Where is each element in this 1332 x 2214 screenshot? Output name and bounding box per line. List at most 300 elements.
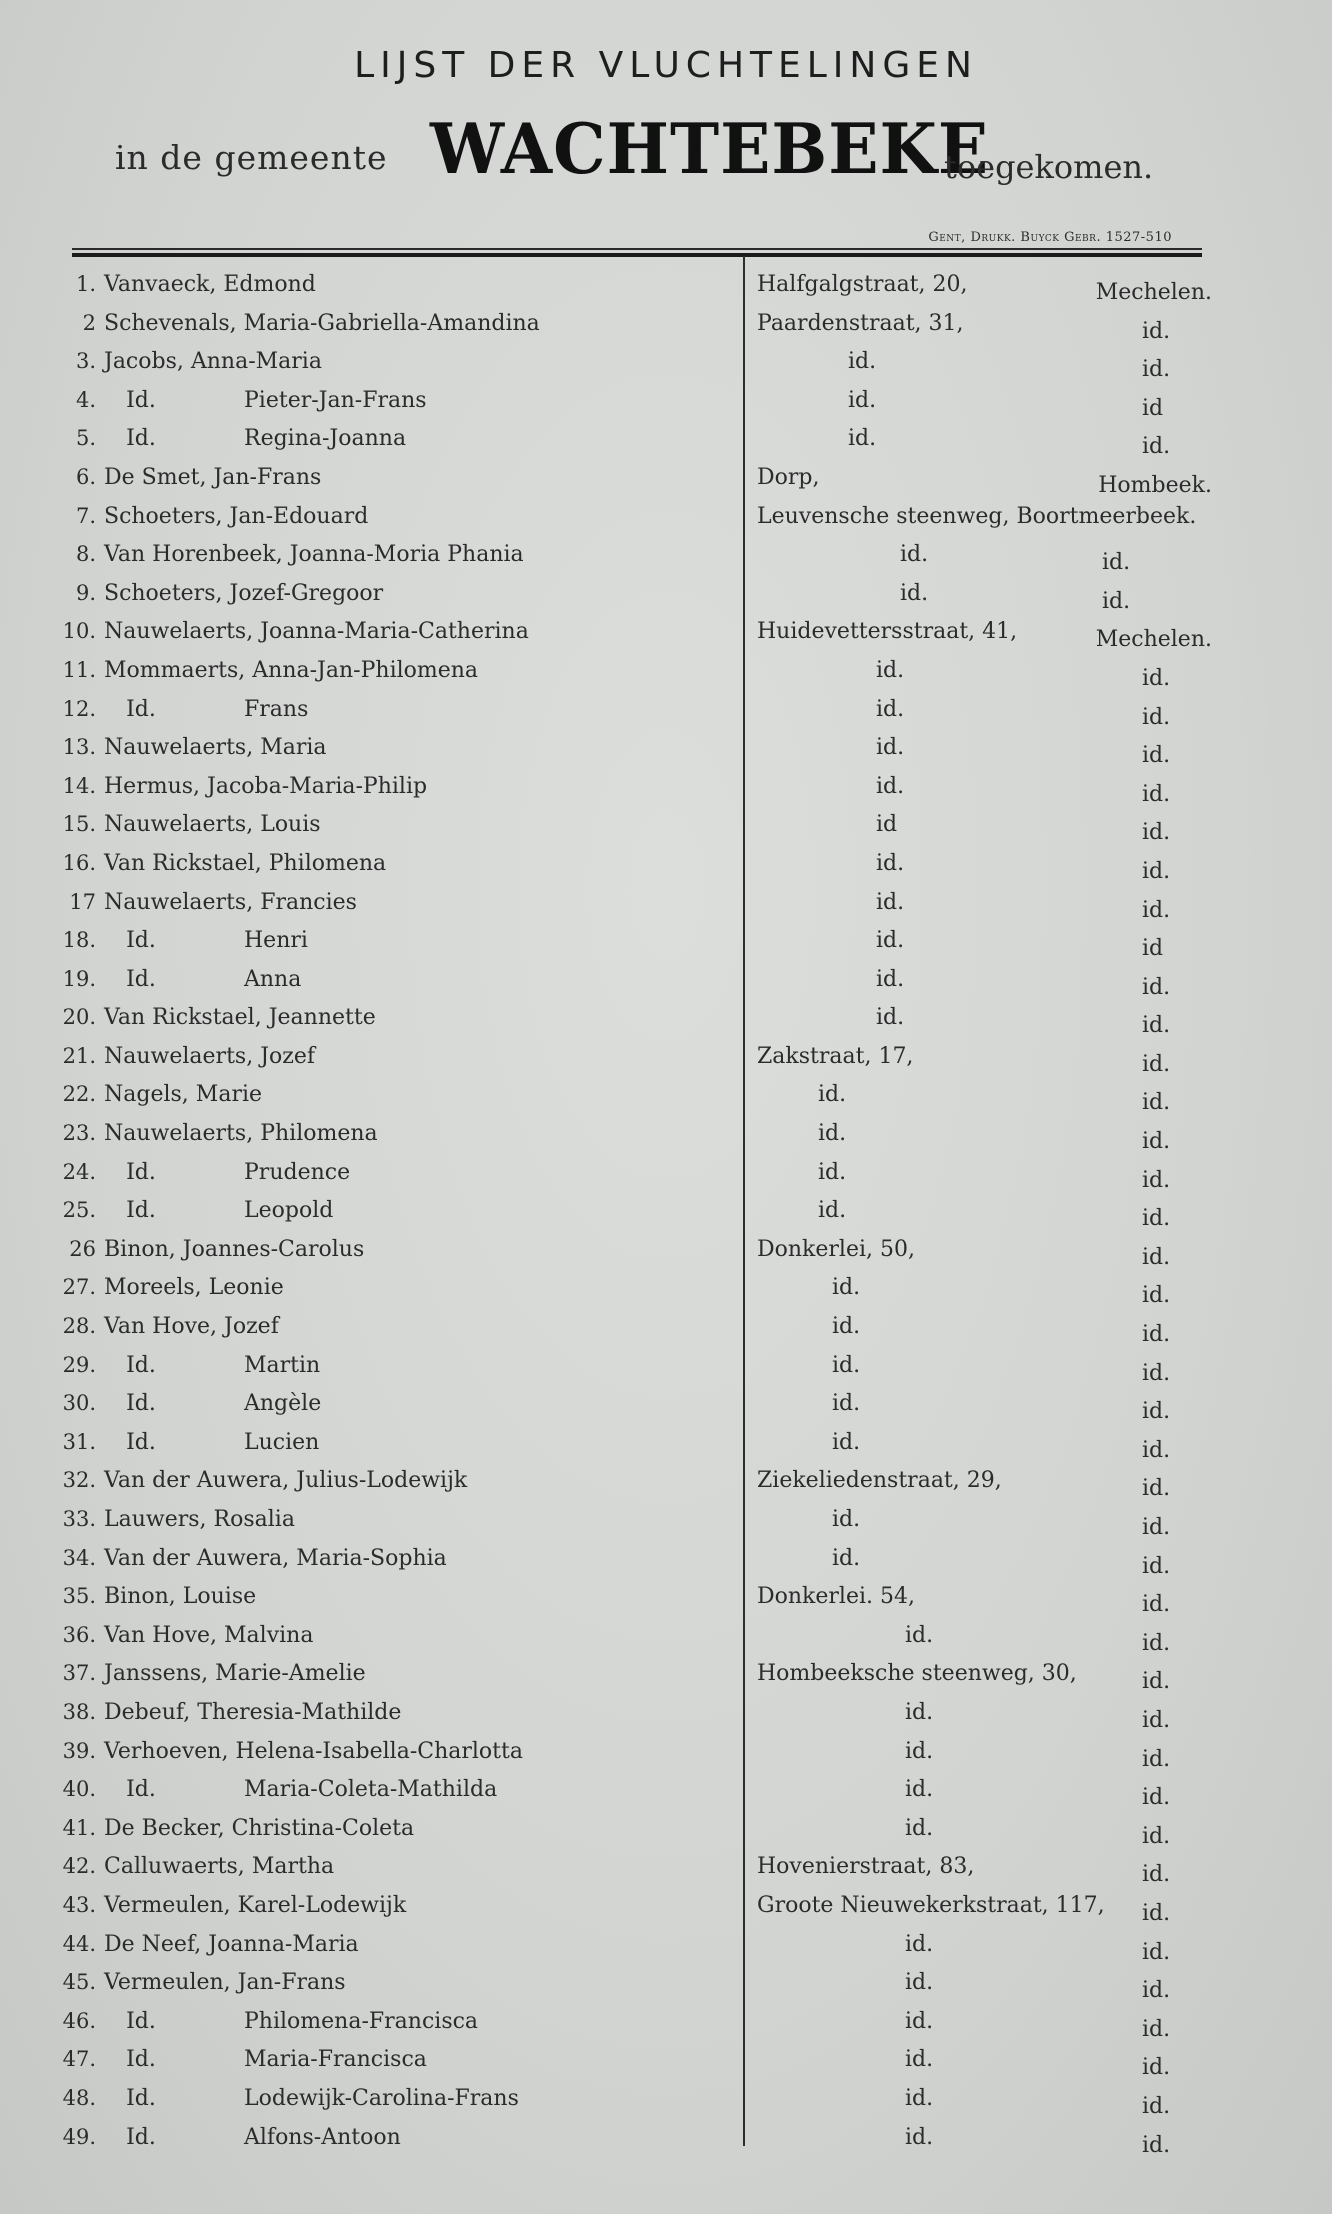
list-row — [0, 1233, 1332, 1272]
row-number: 41. — [62, 1815, 96, 1840]
street-address: id. — [818, 1082, 847, 1108]
given-names: Louis — [260, 812, 321, 838]
list-row — [0, 654, 1332, 693]
street-address: id. — [832, 1352, 861, 1378]
name-spacer — [217, 1314, 224, 1339]
row-number: 38. — [62, 1699, 96, 1724]
surname: Id. — [126, 2085, 156, 2111]
given-names: Maria — [260, 735, 327, 761]
street-address: id. — [905, 1970, 934, 1996]
refugee-name — [104, 812, 321, 837]
refugee-name — [104, 1198, 333, 1223]
street-address: Halfgalgstraat, 20, — [757, 272, 968, 297]
given-names: Joanna-Maria-Catherina — [260, 619, 529, 645]
surname: Van Hove, — [104, 1622, 218, 1648]
given-names: Jan-Frans — [237, 1970, 346, 1996]
given-names: Malvina — [224, 1622, 314, 1648]
refugee-name — [104, 1121, 378, 1146]
refugee-name — [104, 1932, 359, 1957]
surname: Nauwelaerts, — [104, 1043, 254, 1069]
list-row — [0, 2121, 1332, 2160]
name-spacer — [202, 1275, 209, 1300]
surname: Vermeulen, — [104, 1892, 231, 1918]
refugee-name — [104, 1816, 414, 1841]
row-number: 11. — [62, 657, 96, 682]
surname: Id. — [126, 1429, 156, 1455]
city: id. — [1102, 588, 1131, 614]
street-address: id. — [832, 1275, 861, 1301]
list-row — [0, 384, 1332, 423]
street-address: id. — [876, 850, 905, 876]
city: id. — [1142, 1669, 1171, 1695]
city: id. — [1142, 1360, 1171, 1386]
list-row — [0, 615, 1332, 654]
city: id. — [1142, 1399, 1171, 1425]
city: id. — [1142, 1244, 1171, 1270]
row-number: 42. — [62, 1854, 96, 1879]
street-address: id. — [905, 1931, 934, 1957]
city: id. — [1142, 1707, 1171, 1733]
municipality-heading — [0, 110, 1332, 190]
refugee-name — [104, 1546, 447, 1571]
city: id. — [1142, 1476, 1171, 1502]
surname: Id. — [126, 2008, 156, 2034]
name-spacer — [176, 1237, 183, 1262]
city: id. — [1142, 1630, 1171, 1656]
refugee-name — [104, 272, 316, 297]
city: id. — [1142, 820, 1171, 846]
given-names: Francies — [260, 889, 357, 915]
street-address: id. — [905, 2008, 934, 2034]
surname: Verhoeven, — [104, 1738, 229, 1764]
given-names: Anna-Maria — [190, 349, 322, 375]
refugee-name — [104, 1005, 376, 1030]
street-address: id. — [818, 1159, 847, 1185]
surname: Janssens, — [104, 1661, 209, 1687]
surname: Vermeulen, — [104, 1970, 231, 1996]
refugee-name — [104, 851, 386, 876]
city: id. — [1142, 2093, 1171, 2119]
row-number: 40. — [62, 1777, 96, 1802]
refugee-name — [104, 1430, 319, 1455]
city: id. — [1142, 2132, 1171, 2158]
town-name: WACHTEBEKE — [430, 108, 990, 190]
row-number: 29. — [62, 1352, 96, 1377]
surname: Binon, — [104, 1236, 176, 1262]
street-address: id. — [905, 1699, 934, 1725]
list-row — [0, 1310, 1332, 1349]
given-names: Philomena — [268, 850, 387, 876]
name-spacer — [237, 311, 244, 336]
refugee-name — [104, 349, 322, 374]
surname: De Smet, — [104, 464, 207, 490]
refugee-name — [104, 928, 308, 953]
given-names: Regina-Joanna — [244, 426, 407, 452]
refugee-name — [104, 1160, 350, 1185]
row-number: 7. — [75, 503, 96, 528]
row-number: 21. — [62, 1043, 96, 1068]
refugee-name — [104, 504, 368, 529]
surname: Nauwelaerts, — [104, 1121, 254, 1147]
name-spacer — [223, 504, 230, 529]
list-row — [0, 1619, 1332, 1658]
given-names: Jan-Edouard — [229, 503, 369, 529]
refugee-name — [104, 2086, 519, 2111]
city: id. — [1142, 1283, 1171, 1309]
city: id. — [1142, 434, 1171, 460]
refugee-name — [104, 1044, 315, 1069]
list-row — [0, 1812, 1332, 1851]
surname: Van der Auwera, — [104, 1545, 290, 1571]
city: id. — [1142, 1051, 1171, 1077]
list-row — [0, 500, 1332, 539]
list-row — [0, 1928, 1332, 1967]
name-spacer — [245, 1854, 252, 1879]
city: id. — [1142, 1515, 1171, 1540]
refugee-name — [104, 1893, 406, 1918]
name-spacer — [262, 851, 269, 876]
name-spacer — [207, 1507, 214, 1532]
list-row — [0, 1889, 1332, 1928]
row-number: 25. — [62, 1198, 96, 1223]
heading-prefix: in de gemeente — [115, 138, 388, 177]
name-spacer — [217, 1623, 224, 1648]
surname: Van Horenbeek, — [104, 542, 283, 568]
given-names: Jozef-Gregoor — [229, 580, 384, 606]
row-number: 31. — [62, 1429, 96, 1454]
surname: Van Rickstael, — [104, 850, 262, 876]
surname: Moreels, — [104, 1275, 202, 1301]
street-address: id. — [832, 1391, 861, 1417]
name-spacer — [283, 542, 290, 567]
street-address: Donkerlei, 50, — [757, 1236, 915, 1262]
city: id. — [1142, 1939, 1171, 1965]
list-row — [0, 1117, 1332, 1156]
list-row — [0, 1387, 1332, 1426]
surname: Jacobs, — [104, 349, 184, 375]
refugee-name — [104, 619, 529, 644]
street-address: id. — [876, 1005, 905, 1031]
given-names: Lodewijk-Carolina-Frans — [244, 2085, 519, 2111]
row-number: 35. — [62, 1584, 96, 1609]
row-number: 44. — [62, 1931, 96, 1956]
city: Mechelen. — [1095, 280, 1212, 305]
surname: Id. — [126, 928, 156, 954]
list-row — [0, 1580, 1332, 1619]
city: id. — [1142, 1206, 1171, 1232]
city: id. — [1142, 1978, 1171, 2004]
row-number: 39. — [62, 1738, 96, 1763]
surname: Schevenals, — [104, 310, 237, 336]
list-row — [0, 1271, 1332, 1310]
given-names: Prudence — [244, 1159, 351, 1185]
row-number: 45. — [62, 1970, 96, 1995]
refugee-name — [104, 388, 427, 413]
street-address: id. — [832, 1429, 861, 1455]
row-number: 28. — [62, 1314, 96, 1339]
surname: Nauwelaerts, — [104, 812, 254, 838]
street-address: Dorp, — [757, 464, 820, 490]
street-address: id. — [818, 1198, 847, 1224]
row-number: 8. — [75, 542, 96, 567]
street-address: id. — [876, 657, 905, 683]
list-row — [0, 1194, 1332, 1233]
list-row — [0, 886, 1332, 925]
city: id. — [1142, 704, 1171, 730]
surname: Id. — [126, 1352, 156, 1378]
surname: Id. — [126, 2124, 156, 2150]
list-row — [0, 1966, 1332, 2005]
given-names: Edmond — [223, 272, 316, 297]
street-address: id. — [832, 1507, 861, 1532]
row-number: 12. — [62, 696, 96, 721]
street-address: id. — [848, 349, 877, 375]
given-names: Maria-Sophia — [296, 1545, 447, 1571]
given-names: Maria-Francisca — [244, 2047, 427, 2073]
printer-imprint: Gent, Drukk. Buyck Gebr. 1527-510 — [928, 230, 1172, 245]
list-row — [0, 808, 1332, 847]
row-number: 1. — [75, 272, 96, 296]
city: id. — [1142, 1090, 1171, 1116]
refugee-name — [104, 1082, 262, 1107]
given-names: Martin — [244, 1352, 321, 1378]
street-address: id. — [900, 542, 929, 568]
list-row — [0, 1542, 1332, 1581]
given-names: Alfons-Antoon — [244, 2124, 401, 2150]
given-names: Jozef — [224, 1314, 279, 1340]
street-address: id — [876, 812, 898, 838]
refugee-name — [104, 697, 308, 722]
row-number: 24. — [62, 1159, 96, 1184]
row-number: 4. — [75, 387, 96, 412]
row-number: 43. — [62, 1892, 96, 1917]
row-number: 22. — [62, 1082, 96, 1107]
city: id. — [1142, 318, 1171, 344]
list-row — [0, 461, 1332, 500]
header-rule-thin — [72, 248, 1202, 250]
given-names: Philomena — [260, 1121, 378, 1147]
refugee-name — [104, 1700, 401, 1725]
row-number: 27. — [62, 1275, 96, 1300]
given-names: Lucien — [244, 1429, 320, 1455]
city: id. — [1142, 1129, 1171, 1155]
list-row — [0, 1156, 1332, 1195]
refugee-name — [104, 774, 427, 799]
row-number: 2 — [82, 310, 96, 335]
given-names: Jacoba-Maria-Philip — [207, 773, 428, 799]
city: id — [1142, 395, 1164, 421]
surname: Schoeters, — [104, 580, 223, 606]
given-names: Leonie — [208, 1275, 284, 1301]
row-number: 26 — [69, 1236, 96, 1261]
list-row — [0, 770, 1332, 809]
row-number: 46. — [62, 2008, 96, 2033]
name-spacer — [184, 349, 191, 374]
list-row — [0, 1696, 1332, 1735]
street-address: Zakstraat, 17, — [757, 1043, 914, 1069]
list-row — [0, 268, 1332, 307]
list-row — [0, 1503, 1332, 1542]
surname: Id. — [126, 1159, 156, 1185]
refugee-name — [104, 1777, 497, 1802]
name-spacer — [231, 1893, 238, 1918]
refugee-name — [104, 658, 478, 683]
list-row — [0, 963, 1332, 1002]
list-row — [0, 422, 1332, 461]
given-names: Helena-Isabella-Charlotta — [235, 1738, 523, 1764]
refugee-name — [104, 1584, 256, 1609]
city: id. — [1142, 781, 1171, 807]
surname: Id. — [126, 966, 156, 992]
street-address: Donkerlei. 54, — [757, 1584, 915, 1610]
street-address: id. — [900, 580, 929, 606]
list-row — [0, 538, 1332, 577]
street-address: id. — [905, 2047, 934, 2073]
given-names: Leopold — [244, 1198, 334, 1224]
list-row — [0, 693, 1332, 732]
street-address: id. — [876, 735, 905, 761]
row-number: 13. — [62, 735, 96, 760]
city: id. — [1142, 1785, 1171, 1811]
list-row — [0, 307, 1332, 346]
refugee-name — [104, 465, 321, 490]
refugee-name — [104, 967, 301, 992]
surname: Id. — [126, 426, 156, 452]
surname: Id. — [126, 1198, 156, 1224]
list-row — [0, 731, 1332, 770]
header-rule-thick — [72, 253, 1202, 257]
list-title: LIJST DER VLUCHTELINGEN — [354, 45, 978, 86]
refugee-name — [104, 1314, 279, 1339]
refugee-name — [104, 890, 357, 915]
refugee-name — [104, 1623, 313, 1648]
surname: Schoeters, — [104, 503, 223, 529]
surname: Hermus, — [104, 773, 201, 799]
surname: Nauwelaerts, — [104, 889, 254, 915]
street-address: id. — [848, 387, 877, 413]
street-address: id. — [905, 1622, 934, 1648]
row-number: 36. — [62, 1622, 96, 1647]
given-names: Philomena-Francisca — [244, 2008, 479, 2034]
street-address: Leuvensche steenweg, Boortmeerbeek. — [757, 503, 1197, 529]
given-names: Pieter-Jan-Frans — [244, 387, 427, 413]
given-names: Maria-Gabriella-Amandina — [243, 310, 540, 336]
given-names: Marie — [195, 1082, 263, 1108]
given-names: Angèle — [244, 1391, 322, 1417]
row-number: 30. — [62, 1391, 96, 1416]
name-spacer — [189, 1082, 196, 1107]
refugee-name — [104, 1391, 321, 1416]
surname: Van Hove, — [104, 1314, 218, 1340]
list-row — [0, 1040, 1332, 1079]
refugee-name — [104, 542, 524, 567]
row-number: 9. — [75, 580, 96, 605]
surname: Vanvaeck, — [104, 272, 217, 297]
row-number: 48. — [62, 2085, 96, 2110]
city: Hombeek. — [1098, 472, 1212, 498]
list-row — [0, 1735, 1332, 1774]
row-number: 6. — [75, 464, 96, 489]
refugee-name — [104, 2047, 427, 2072]
list-row — [0, 1001, 1332, 1040]
list-row — [0, 847, 1332, 886]
street-address: id. — [832, 1314, 861, 1340]
given-names: Theresia-Mathilde — [197, 1699, 402, 1725]
list-row — [0, 1850, 1332, 1889]
refugee-name — [104, 1970, 346, 1995]
list-row — [0, 577, 1332, 616]
city: id. — [1142, 357, 1171, 383]
surname: Van Rickstael, — [104, 1005, 262, 1031]
given-names: Jeannette — [268, 1005, 376, 1031]
given-names: Joannes-Carolus — [182, 1236, 365, 1262]
refugee-name — [104, 311, 540, 336]
list-row — [0, 2043, 1332, 2082]
given-names: Christina-Coleta — [231, 1815, 415, 1841]
street-address: id. — [876, 966, 905, 992]
list-row — [0, 1464, 1332, 1503]
list-row — [0, 1426, 1332, 1465]
row-number: 5. — [75, 426, 96, 451]
list-row — [0, 2082, 1332, 2121]
given-names: Karel-Lodewijk — [237, 1892, 407, 1918]
city: id. — [1142, 1553, 1171, 1579]
surname: Van der Auwera, — [104, 1468, 290, 1494]
name-spacer — [223, 581, 230, 606]
given-names: Frans — [244, 696, 309, 722]
given-names: Jozef — [260, 1043, 316, 1069]
refugee-name — [104, 1237, 364, 1262]
surname: Id. — [126, 1777, 156, 1803]
street-address: Huidevettersstraat, 41, — [757, 619, 1018, 645]
city: id. — [1142, 1746, 1171, 1772]
refugee-name — [104, 2009, 478, 2034]
given-names: Anna-Jan-Philomena — [252, 657, 479, 683]
city: id. — [1102, 550, 1131, 576]
surname: Nauwelaerts, — [104, 735, 254, 761]
row-number: 18. — [62, 928, 96, 953]
city: id. — [1142, 2016, 1171, 2042]
city: id. — [1142, 1823, 1171, 1849]
refugee-name — [104, 1353, 320, 1378]
surname: Debeuf, — [104, 1699, 191, 1725]
row-number: 47. — [62, 2047, 96, 2072]
given-names: Rosalia — [213, 1507, 295, 1532]
refugee-name — [104, 1275, 284, 1300]
city: id. — [1142, 1592, 1171, 1618]
refugee-name — [104, 426, 406, 451]
row-number: 16. — [62, 850, 96, 875]
street-address: Paardenstraat, 31, — [757, 310, 964, 336]
list-row — [0, 924, 1332, 963]
row-number: 32. — [62, 1468, 96, 1493]
row-number: 15. — [62, 812, 96, 837]
city: id — [1142, 936, 1164, 962]
row-number: 49. — [62, 2124, 96, 2149]
city: id. — [1142, 1322, 1171, 1348]
street-address: id. — [905, 1815, 934, 1841]
list-row — [0, 1773, 1332, 1812]
list-row — [0, 1349, 1332, 1388]
name-spacer — [225, 1816, 232, 1841]
surname: Id. — [126, 2047, 156, 2073]
given-names: Joanna-Maria — [208, 1931, 359, 1957]
surname: Nagels, — [104, 1082, 189, 1108]
name-spacer — [200, 774, 207, 799]
given-names: Joanna-Moria Phania — [289, 542, 524, 568]
name-spacer — [262, 1005, 269, 1030]
city: id. — [1142, 743, 1171, 769]
